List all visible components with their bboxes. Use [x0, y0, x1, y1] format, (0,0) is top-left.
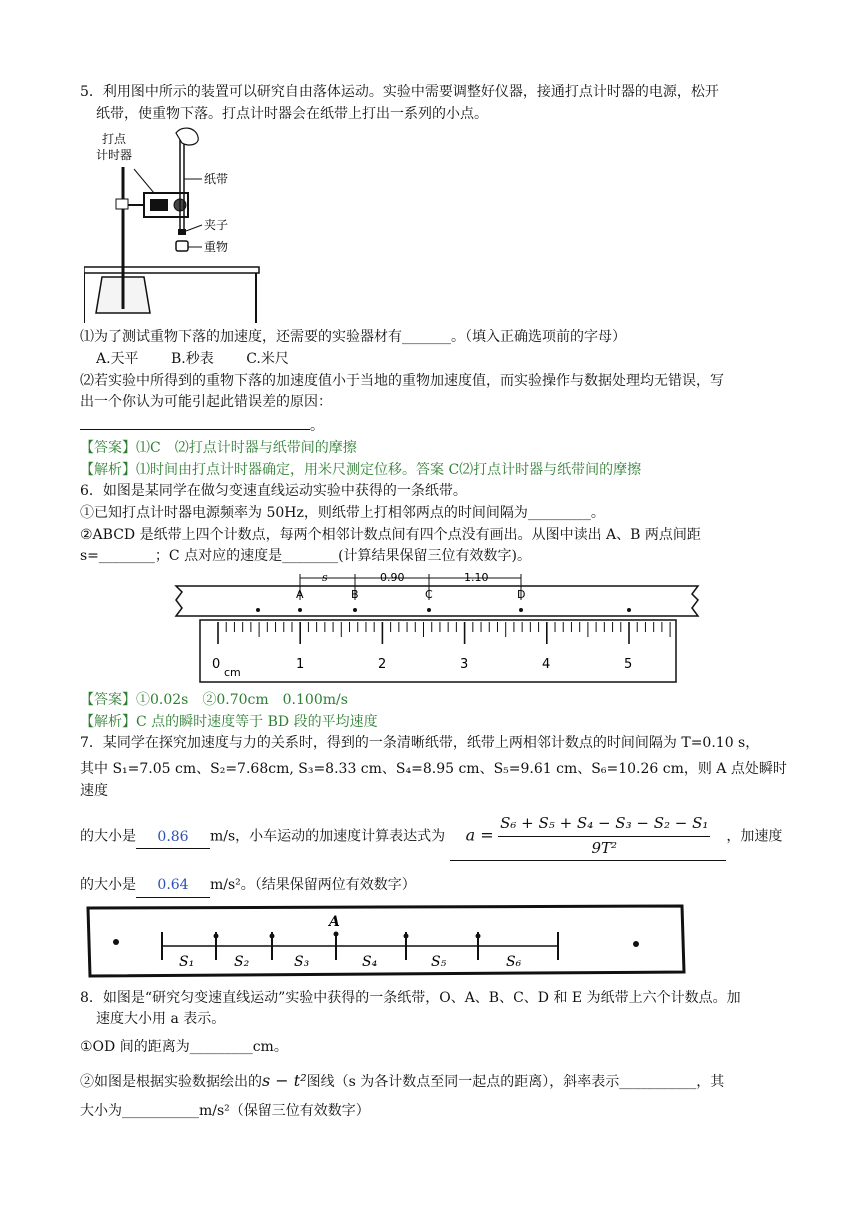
- q7-line4-b: m/s²。（结果保留两位有效数字）: [210, 876, 416, 893]
- q5-line2: 纸带，使重物下落。打点计时器会在纸带上打出一系列的小点。: [96, 105, 488, 122]
- dim-label-090: 0.90: [380, 570, 405, 584]
- tape-segments-figure: [86, 902, 686, 982]
- q7-acceleration-answer: 0.64: [136, 875, 210, 898]
- q8-line4-math: s − t²: [262, 1070, 307, 1090]
- ruler-num-2: 2: [378, 656, 387, 672]
- q5-analysis-tag: 【解析】: [80, 461, 136, 478]
- question-7: [80, 733, 790, 981]
- q5-option-a: A.天平: [96, 351, 139, 368]
- q6-line1: 6．如图是某同学在做匀变速直线运动实验中获得的一条纸带。: [80, 483, 467, 500]
- tape-point-a-label: A: [329, 913, 340, 930]
- q7-formula-lhs: a =: [465, 825, 494, 845]
- q6-line4: s=________；C 点对应的速度是________(计算结果保留三位有效数字)。: [80, 548, 531, 565]
- segment-s6: S₆: [506, 953, 522, 970]
- q8-line4: [80, 1069, 790, 1094]
- q7-formula-denominator: 9T²: [591, 838, 618, 857]
- q7-line2: 其中 S₁=7.05 cm、S₂=7.68cm, S₃=8.33 cm、S₄=8.95 cm、S₅=9.61 cm、S₆=10.26 cm，则 A 点处瞬时速度: [80, 761, 787, 799]
- q5-part2-line1: ⑵若实验中所得到的重物下落的加速度值小于当地的重物加速度值，而实验操作与数据处理均无错误，写: [80, 372, 724, 389]
- q6-answer-text: ①0.02s ②0.70cm 0.100m/s: [136, 691, 348, 708]
- free-fall-apparatus-figure: [84, 127, 264, 327]
- point-label-c: C: [425, 587, 433, 601]
- q6-line2: ①已知打点计时器电源频率为 50Hz，则纸带上打相邻两点的时间间隔为_________。: [80, 504, 605, 521]
- q7-formula: [450, 812, 727, 861]
- point-label-b: B: [351, 587, 359, 601]
- ruler-num-1: 1: [296, 656, 305, 672]
- fig-label-timer-1: 打点: [102, 132, 127, 147]
- q7-line3-c: ，加速度: [726, 828, 783, 845]
- q8-line3: ①OD 间的距离为_________cm。: [80, 1038, 288, 1055]
- question-8: [80, 988, 790, 1124]
- ruler-num-0: 0: [212, 656, 221, 672]
- q6-analysis: [80, 712, 790, 734]
- point-label-a: A: [296, 587, 304, 601]
- q6-analysis-tag: 【解析】: [80, 713, 136, 730]
- q8-line4-b: 图线（s 为各计数点至同一起点的距离），斜率表示___________，其: [306, 1073, 725, 1090]
- q8-line2: 速度大小用 a 表示。: [96, 1011, 226, 1028]
- segment-s1: S₁: [179, 953, 195, 970]
- q8-line4-a: ②如图是根据实验数据绘出的: [80, 1073, 262, 1090]
- segment-s5: S₅: [431, 953, 447, 970]
- q8-line5: 大小为___________m/s²（保留三位有效数字）: [80, 1103, 370, 1120]
- q7-line4: [80, 875, 790, 898]
- fig-label-weight: 重物: [204, 240, 229, 255]
- q7-line3-a: 的大小是: [80, 828, 136, 845]
- q5-answer-tag: 【答案】: [80, 439, 136, 456]
- q5-line1: 5．利用图中所示的装置可以研究自由落体运动。实验中需要调整好仪器，接通打点计时器的电源，松开: [80, 84, 719, 100]
- q6-answer: [80, 690, 790, 712]
- q5-part2-line2: 出一个你认为可能引起此错误差的原因：: [80, 394, 332, 411]
- q7-formula-fraction: [498, 812, 710, 860]
- q5-answer: [80, 438, 790, 460]
- dim-label-s: s: [322, 570, 328, 584]
- q5-option-c: C.米尺: [246, 351, 289, 368]
- ruler-unit: cm: [224, 665, 241, 679]
- q7-line4-a: 的大小是: [80, 876, 136, 893]
- point-label-d: D: [517, 587, 526, 601]
- dim-label-110: 1.10: [464, 570, 489, 584]
- fig-label-timer-2: 计时器: [96, 148, 133, 163]
- q5-option-b: B.秒表: [171, 351, 214, 368]
- q5-options: [80, 349, 790, 371]
- question-6: [80, 481, 790, 733]
- ruler-num-5: 5: [624, 656, 633, 672]
- q6-answer-tag: 【答案】: [80, 691, 136, 708]
- q7-line3: [80, 812, 790, 861]
- q7-velocity-answer: 0.86: [136, 827, 210, 850]
- segment-s4: S₄: [362, 953, 378, 970]
- worksheet-page: [80, 82, 790, 1123]
- q7-line3-b: m/s，小车运动的加速度计算表达式为: [210, 828, 446, 845]
- q5-part2-blank-line: [80, 414, 790, 438]
- segment-s3: S₃: [294, 953, 310, 970]
- q6-analysis-text: C 点的瞬时速度等于 BD 段的平均速度: [136, 713, 378, 730]
- ruler-tape-figure: [172, 570, 702, 690]
- ruler-num-3: 3: [460, 656, 469, 672]
- q7-line1: 7．某同学在探究加速度与力的关系时，得到的一条清晰纸带，纸带上两相邻计数点的时间间隔为 T=0.10 s，: [80, 735, 760, 752]
- q5-part2-end: 。: [310, 418, 324, 435]
- q5-answer-blank: [80, 414, 310, 430]
- fig-label-tape: 纸带: [204, 172, 229, 187]
- q6-line3: ②ABCD 是纸带上四个计数点，每两个相邻计数点间有四个点没有画出。从图中读出 A、B 两点间距: [80, 526, 701, 543]
- q5-analysis: [80, 460, 790, 482]
- fig-label-clip: 夹子: [204, 218, 229, 233]
- q7-formula-numerator: S₆ + S₅ + S₄ − S₃ − S₂ − S₁: [498, 812, 710, 836]
- q5-answer-text: ⑴C ⑵打点计时器与纸带间的摩擦: [136, 439, 357, 456]
- segment-s2: S₂: [234, 953, 250, 970]
- ruler-num-4: 4: [542, 656, 551, 672]
- q5-part1: ⑴为了测试重物下落的加速度，还需要的实验器材有_______。（填入正确选项前的字母）: [80, 329, 626, 346]
- q8-line1: 8．如图是“研究匀变速直线运动”实验中获得的一条纸带，O、A、B、C、D 和 E 为纸带上六个计数点。加: [80, 989, 741, 1006]
- q5-analysis-text: ⑴时间由打点计时器确定，用米尺测定位移。答案 C⑵打点计时器与纸带间的摩擦: [136, 461, 642, 478]
- question-5: [80, 82, 790, 481]
